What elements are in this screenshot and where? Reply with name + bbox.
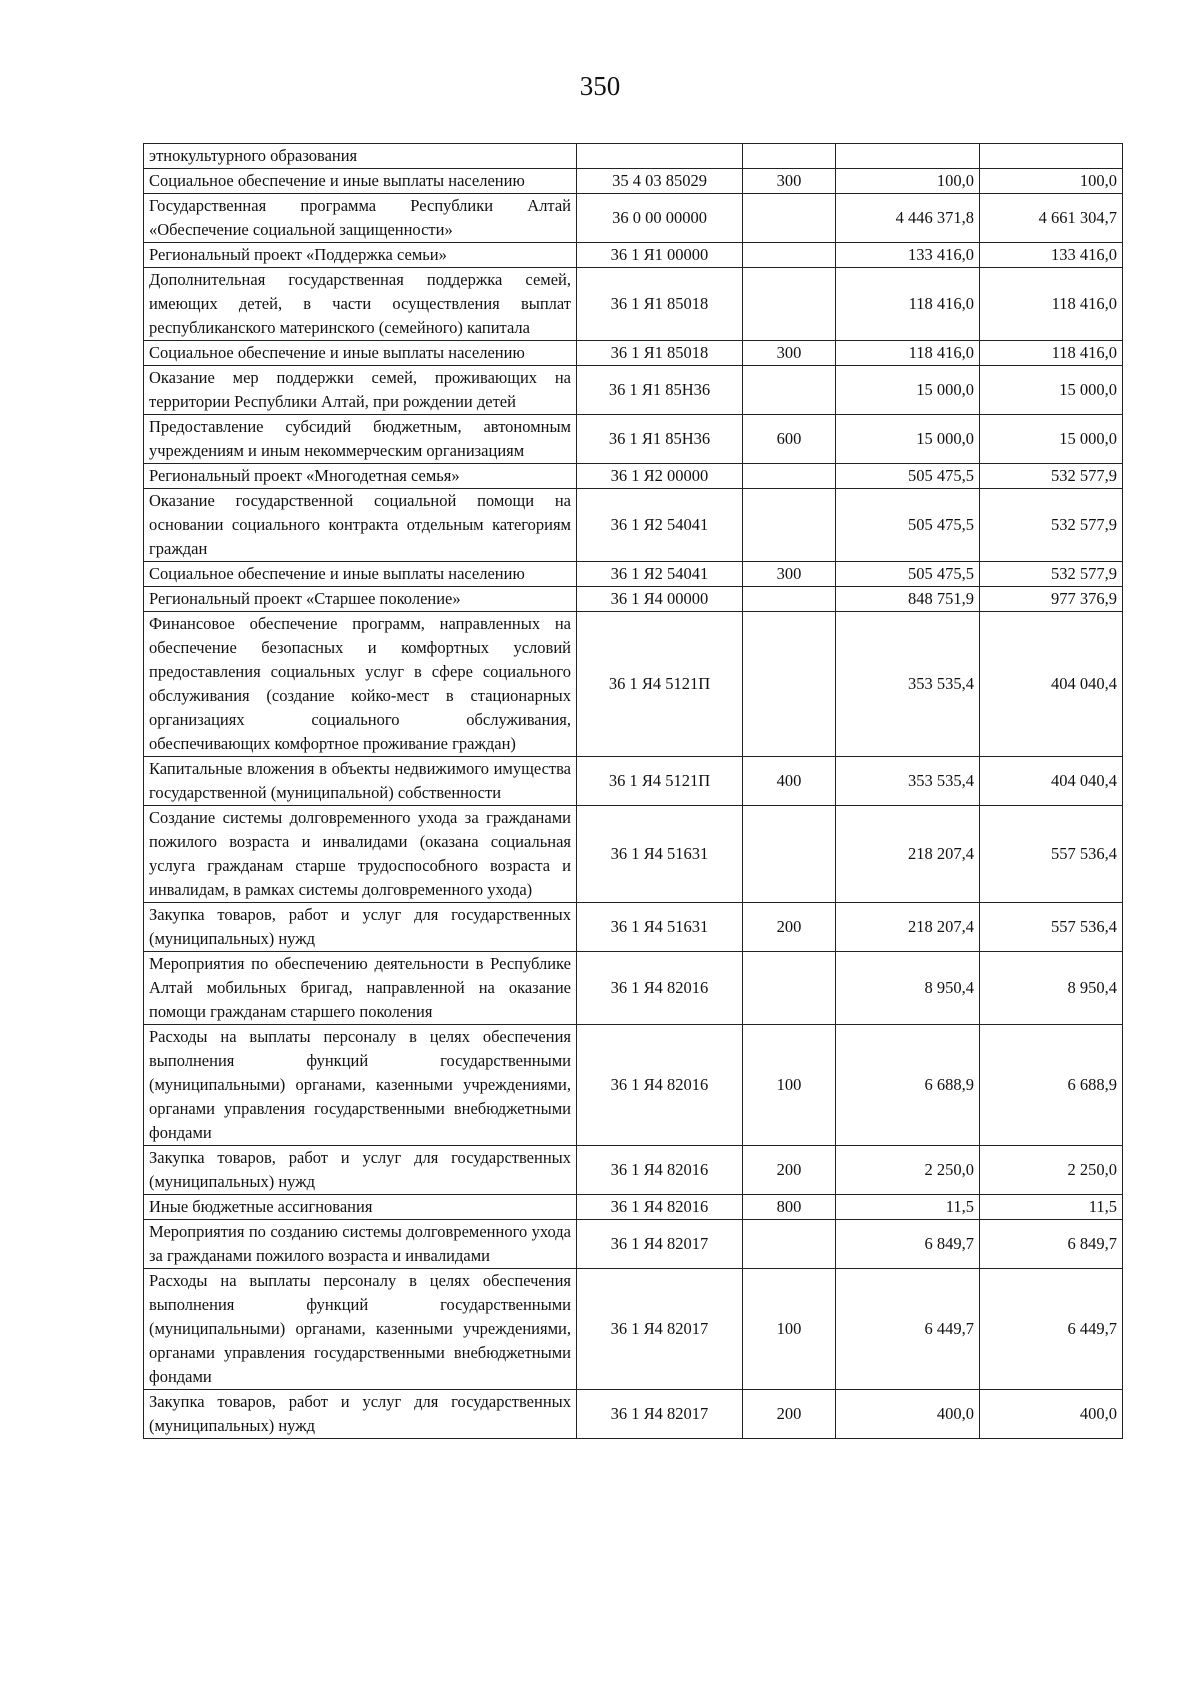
- table-row: [144, 757, 1123, 806]
- row-code: 36 1 Я4 82016: [577, 1025, 743, 1146]
- row-code: 36 1 Я4 51631: [577, 903, 743, 952]
- row-expense-type: 200: [743, 903, 836, 952]
- row-code: 35 4 03 85029: [577, 169, 743, 194]
- row-amount-2: 400,0: [980, 1390, 1123, 1439]
- table-row: [144, 268, 1123, 341]
- row-amount-1: 505 475,5: [836, 489, 980, 562]
- row-code: 36 1 Я1 85Н36: [577, 366, 743, 415]
- row-amount-1: 505 475,5: [836, 464, 980, 489]
- row-code: 36 1 Я1 85018: [577, 268, 743, 341]
- row-amount-2: 4 661 304,7: [980, 194, 1123, 243]
- row-name: Финансовое обеспечение программ, направленных на обеспечение безопасных и комфортных условий предоставления социальных услуг в сфере социального обслуживания (создание койко-мест в стационарных организациях социального обслуживания, обеспечивающих комфортное проживание граждан): [144, 612, 577, 757]
- row-name: Расходы на выплаты персоналу в целях обеспечения выполнения функций государственными (муниципальными) органами, казенными учреждениями, органами управления государственными внебюджетными фондами: [144, 1269, 577, 1390]
- table-row: [144, 1390, 1123, 1439]
- row-name: Создание системы долговременного ухода за гражданами пожилого возраста и инвалидами (оказана социальная услуга гражданам старше трудоспособного возраста и инвалидам, в рамках системы долговременного ухода): [144, 806, 577, 903]
- row-code: 36 0 00 00000: [577, 194, 743, 243]
- row-amount-1: 118 416,0: [836, 268, 980, 341]
- row-amount-1: 400,0: [836, 1390, 980, 1439]
- table-row: [144, 194, 1123, 243]
- row-expense-type: [743, 587, 836, 612]
- row-amount-2: 6 849,7: [980, 1220, 1123, 1269]
- row-expense-type: 400: [743, 757, 836, 806]
- budget-table: [143, 143, 1123, 1439]
- row-name: Социальное обеспечение и иные выплаты населению: [144, 562, 577, 587]
- row-name: этнокультурного образования: [144, 144, 577, 169]
- table-row: [144, 243, 1123, 268]
- row-amount-2: 6 449,7: [980, 1269, 1123, 1390]
- row-code: 36 1 Я1 00000: [577, 243, 743, 268]
- row-amount-2: [980, 144, 1123, 169]
- row-name: Оказание государственной социальной помощи на основании социального контракта отдельным категориям граждан: [144, 489, 577, 562]
- table-row: [144, 1025, 1123, 1146]
- row-expense-type: 100: [743, 1269, 836, 1390]
- table-row: [144, 464, 1123, 489]
- row-amount-1: 11,5: [836, 1195, 980, 1220]
- row-code: 36 1 Я4 00000: [577, 587, 743, 612]
- table-row: [144, 903, 1123, 952]
- row-amount-1: 133 416,0: [836, 243, 980, 268]
- row-code: 36 1 Я4 82017: [577, 1390, 743, 1439]
- row-amount-1: 353 535,4: [836, 612, 980, 757]
- row-name: Дополнительная государственная поддержка семей, имеющих детей, в части осуществления выплат республиканского материнского (семейного) капитала: [144, 268, 577, 341]
- row-name: Иные бюджетные ассигнования: [144, 1195, 577, 1220]
- row-name: Капитальные вложения в объекты недвижимого имущества государственной (муниципальной) собственности: [144, 757, 577, 806]
- row-expense-type: [743, 366, 836, 415]
- table-row: [144, 1195, 1123, 1220]
- row-amount-2: 15 000,0: [980, 366, 1123, 415]
- row-expense-type: [743, 612, 836, 757]
- row-name: Региональный проект «Многодетная семья»: [144, 464, 577, 489]
- row-amount-2: 977 376,9: [980, 587, 1123, 612]
- row-amount-1: 848 751,9: [836, 587, 980, 612]
- table-row: [144, 415, 1123, 464]
- row-amount-2: 557 536,4: [980, 806, 1123, 903]
- row-name: Социальное обеспечение и иные выплаты населению: [144, 169, 577, 194]
- row-name: Социальное обеспечение и иные выплаты населению: [144, 341, 577, 366]
- row-expense-type: 200: [743, 1390, 836, 1439]
- row-code: 36 1 Я4 82017: [577, 1220, 743, 1269]
- row-expense-type: [743, 489, 836, 562]
- row-expense-type: 300: [743, 169, 836, 194]
- row-expense-type: 300: [743, 562, 836, 587]
- row-code: 36 1 Я2 54041: [577, 562, 743, 587]
- row-code: 36 1 Я4 82017: [577, 1269, 743, 1390]
- row-code: 36 1 Я1 85018: [577, 341, 743, 366]
- row-name: Мероприятия по обеспечению деятельности в Республике Алтай мобильных бригад, направленной на оказание помощи гражданам старшего поколения: [144, 952, 577, 1025]
- row-amount-2: 11,5: [980, 1195, 1123, 1220]
- row-expense-type: 600: [743, 415, 836, 464]
- row-expense-type: 200: [743, 1146, 836, 1195]
- row-amount-1: 218 207,4: [836, 903, 980, 952]
- row-amount-2: 532 577,9: [980, 464, 1123, 489]
- row-expense-type: [743, 268, 836, 341]
- table-row: [144, 366, 1123, 415]
- row-expense-type: 300: [743, 341, 836, 366]
- row-code: 36 1 Я2 54041: [577, 489, 743, 562]
- table-row: [144, 587, 1123, 612]
- row-amount-2: 15 000,0: [980, 415, 1123, 464]
- table-row: [144, 806, 1123, 903]
- row-code: 36 1 Я4 82016: [577, 1195, 743, 1220]
- row-amount-1: [836, 144, 980, 169]
- row-amount-1: 353 535,4: [836, 757, 980, 806]
- row-expense-type: 800: [743, 1195, 836, 1220]
- row-name: Закупка товаров, работ и услуг для государственных (муниципальных) нужд: [144, 1390, 577, 1439]
- row-expense-type: [743, 144, 836, 169]
- row-amount-1: 218 207,4: [836, 806, 980, 903]
- row-expense-type: [743, 464, 836, 489]
- row-code: [577, 144, 743, 169]
- table-row: [144, 341, 1123, 366]
- row-name: Мероприятия по созданию системы долговременного ухода за гражданами пожилого возраста и инвалидами: [144, 1220, 577, 1269]
- row-name: Региональный проект «Старшее поколение»: [144, 587, 577, 612]
- page-number: 350: [579, 71, 621, 101]
- table-row: [144, 144, 1123, 169]
- row-amount-2: 557 536,4: [980, 903, 1123, 952]
- row-name: Региональный проект «Поддержка семьи»: [144, 243, 577, 268]
- row-amount-1: 2 250,0: [836, 1146, 980, 1195]
- row-amount-2: 118 416,0: [980, 268, 1123, 341]
- row-expense-type: [743, 243, 836, 268]
- row-code: 36 1 Я2 00000: [577, 464, 743, 489]
- table-row: [144, 952, 1123, 1025]
- row-expense-type: [743, 806, 836, 903]
- row-code: 36 1 Я4 82016: [577, 1146, 743, 1195]
- row-name: Оказание мер поддержки семей, проживающих на территории Республики Алтай, при рождении детей: [144, 366, 577, 415]
- table-row: [144, 169, 1123, 194]
- row-amount-2: 8 950,4: [980, 952, 1123, 1025]
- table-row: [144, 489, 1123, 562]
- row-amount-1: 6 849,7: [836, 1220, 980, 1269]
- row-amount-1: 4 446 371,8: [836, 194, 980, 243]
- row-amount-2: 100,0: [980, 169, 1123, 194]
- row-name: Государственная программа Республики Алтай «Обеспечение социальной защищенности»: [144, 194, 577, 243]
- row-amount-1: 8 950,4: [836, 952, 980, 1025]
- row-amount-1: 100,0: [836, 169, 980, 194]
- row-name: Расходы на выплаты персоналу в целях обеспечения выполнения функций государственными (муниципальными) органами, казенными учреждениями, органами управления государственными внебюджетными фондами: [144, 1025, 577, 1146]
- row-expense-type: 100: [743, 1025, 836, 1146]
- row-expense-type: [743, 1220, 836, 1269]
- row-amount-1: 118 416,0: [836, 341, 980, 366]
- table-row: [144, 1269, 1123, 1390]
- table-row: [144, 1220, 1123, 1269]
- budget-table-body: [144, 144, 1123, 1439]
- row-amount-2: 532 577,9: [980, 562, 1123, 587]
- row-code: 36 1 Я4 51631: [577, 806, 743, 903]
- row-amount-1: 505 475,5: [836, 562, 980, 587]
- table-row: [144, 1146, 1123, 1195]
- row-amount-2: 133 416,0: [980, 243, 1123, 268]
- row-name: Предоставление субсидий бюджетным, автономным учреждениям и иным некоммерческим организациям: [144, 415, 577, 464]
- row-amount-1: 15 000,0: [836, 366, 980, 415]
- row-amount-2: 404 040,4: [980, 757, 1123, 806]
- row-name: Закупка товаров, работ и услуг для государственных (муниципальных) нужд: [144, 1146, 577, 1195]
- row-name: Закупка товаров, работ и услуг для государственных (муниципальных) нужд: [144, 903, 577, 952]
- row-code: 36 1 Я1 85Н36: [577, 415, 743, 464]
- row-amount-2: 2 250,0: [980, 1146, 1123, 1195]
- row-amount-1: 6 688,9: [836, 1025, 980, 1146]
- row-code: 36 1 Я4 5121П: [577, 612, 743, 757]
- row-amount-2: 404 040,4: [980, 612, 1123, 757]
- row-amount-2: 118 416,0: [980, 341, 1123, 366]
- row-amount-1: 6 449,7: [836, 1269, 980, 1390]
- table-row: [144, 562, 1123, 587]
- row-amount-2: 532 577,9: [980, 489, 1123, 562]
- row-code: 36 1 Я4 5121П: [577, 757, 743, 806]
- row-expense-type: [743, 952, 836, 1025]
- row-amount-2: 6 688,9: [980, 1025, 1123, 1146]
- table-row: [144, 612, 1123, 757]
- row-amount-1: 15 000,0: [836, 415, 980, 464]
- row-code: 36 1 Я4 82016: [577, 952, 743, 1025]
- row-expense-type: [743, 194, 836, 243]
